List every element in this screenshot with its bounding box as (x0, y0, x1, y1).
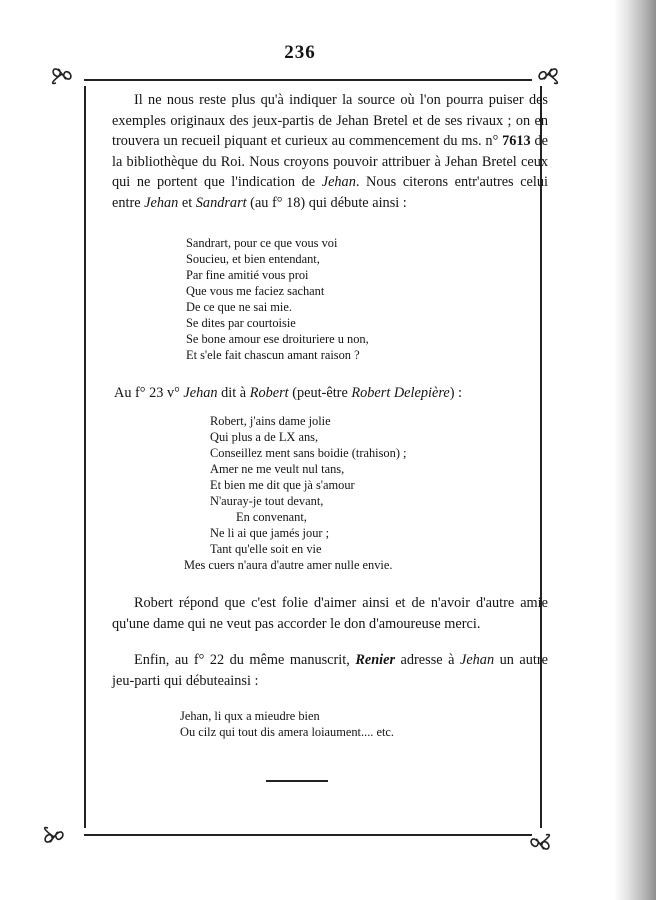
text-run: adresse à (395, 652, 460, 669)
text-run: dit à (217, 384, 250, 401)
poem-line: Se bone amour ese droituriere u non, (186, 331, 369, 346)
poem-line: Sandrart, pour ce que vous voi (186, 235, 338, 250)
poem-line: Ne li ai que jamés jour ; (210, 526, 330, 541)
paragraph-robert-intro (114, 383, 548, 404)
poem-line: Ou cilz qui tout dis amera loiaument.... etc. (180, 724, 395, 739)
text-run: et (178, 194, 196, 211)
name-sandrart: Sandrart (195, 194, 247, 211)
corner-ornament-icon (48, 61, 76, 87)
text-run: Enfin, au f° 22 du même manuscrit, (134, 652, 356, 669)
frame-bottom-line (84, 834, 532, 836)
text-run: un autre jeu-parti qui débuteainsi : (112, 652, 548, 689)
text-run: (peut-être (288, 384, 352, 401)
name-jehan: Jehan (144, 194, 179, 211)
poem-renier (180, 708, 548, 740)
text-run: . Nous citerons entr'autres celui entre (112, 174, 548, 211)
closing-rule (266, 780, 328, 782)
poem-line: Conseillez ment sans boidie (trahison) ; (210, 446, 407, 461)
text-run: Au f° 23 v° (114, 384, 184, 401)
text-run: Il ne nous reste plus qu'à indiquer la source où l'on pourra puiser des exemples originaux des jeux-partis de Jehan Bretel et de ses rivaux ; on en trouvera un recueil piquant et curieux au commencement du ms. n° (112, 92, 548, 150)
text-run: (au f° 18) qui débute ainsi : (246, 194, 407, 211)
name-robert: Robert (249, 384, 289, 401)
corner-ornament-icon (526, 831, 554, 857)
poem-sandrart (186, 235, 548, 363)
poem-line: Se dites par courtoisie (186, 315, 296, 330)
text-run: ) : (449, 384, 463, 401)
name-renier: Renier (355, 652, 396, 669)
page-content (112, 90, 548, 740)
frame-top-line (84, 79, 532, 81)
paragraph-renier (112, 650, 548, 691)
poem-robert (184, 413, 548, 573)
page-number: 236 (284, 42, 316, 63)
poem-line: Soucieu, et bien entendant, (186, 251, 320, 266)
poem-line: En convenant, (236, 510, 307, 525)
poem-line: Et s'ele fait chascun amant raison ? (186, 347, 360, 362)
poem-line: N'auray-je tout devant, (210, 494, 324, 509)
poem-line: Qui plus a de LX ans, (210, 430, 319, 445)
manuscript-number: 7613 (502, 133, 531, 150)
poem-line: Jehan, li qux a mieudre bien (180, 708, 320, 723)
name-jehan: Jehan (459, 652, 495, 669)
paragraph-robert-reply: Robert répond que c'est folie d'aimer ainsi et de n'avoir d'autre amie qu'une dame qui ne veut pas accorder le don d'amoureuse merci. (112, 595, 548, 632)
name-jehan: Jehan (321, 174, 356, 191)
frame-left-line (84, 86, 86, 828)
paragraph-intro (112, 90, 548, 214)
poem-line: Tant qu'elle soit en vie (210, 542, 322, 557)
poem-line: Amer ne me veult nul tans, (210, 462, 345, 477)
corner-ornament-icon (534, 61, 562, 87)
corner-ornament-icon (40, 824, 68, 850)
name-robert-delepiere: Robert Delepière (351, 384, 450, 401)
poem-line: De ce que ne sai mie. (186, 299, 292, 314)
poem-line: Et bien me dit que jà s'amour (210, 478, 355, 493)
name-jehan: Jehan (183, 384, 218, 401)
poem-line: Robert, j'ains dame jolie (210, 414, 331, 429)
text-run: de la bibliothèque du Roi. Nous croyons pouvoir attribuer à Jehan Bretel ceux qui ne portent que l'indication de (112, 133, 548, 191)
poem-line: Par fine amitié vous proi (186, 267, 309, 282)
poem-line: Mes cuers n'aura d'autre amer nulle envie. (184, 558, 393, 573)
page-edge-shadow (614, 0, 656, 900)
poem-line: Que vous me faciez sachant (186, 283, 325, 298)
